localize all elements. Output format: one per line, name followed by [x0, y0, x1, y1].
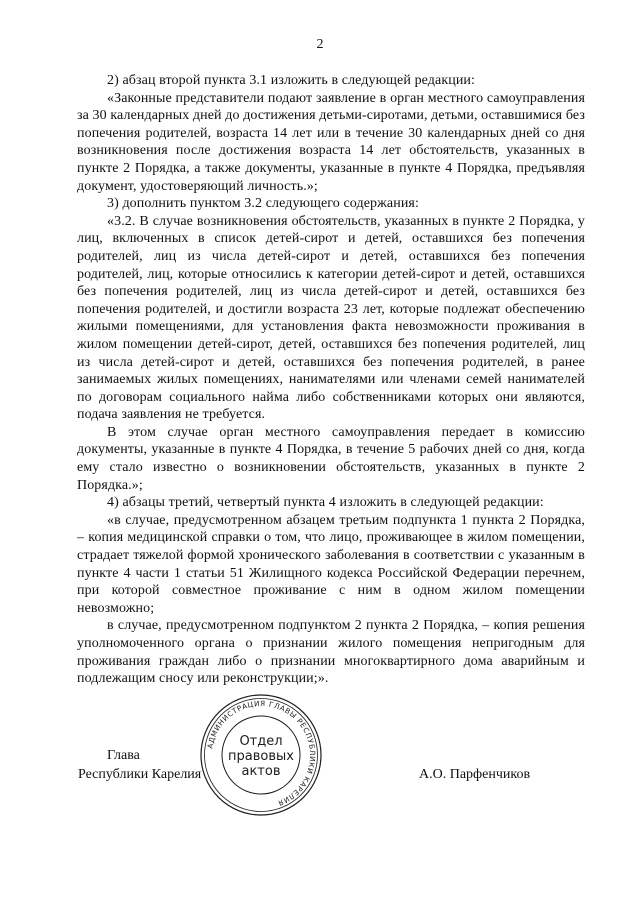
paragraph: в случае, предусмотренном подпунктом 2 пункта 2 Порядка, – копия решения уполномоченного органа о признании жилого помещения непригодным для проживания граждан либо о признании многоквартирного дома аварийным и подлежащим сносу или реконструкции;».: [77, 618, 585, 687]
paragraph: «в случае, предусмотренном абзацем третьим подпункта 1 пункта 2 Порядка, – копия медицинской справки о том, что лицо, проживающее в жилом помещении, страдает тяжелой формой хронического заболевания в соответствии с указанным в пункте 4 части 1 статьи 51 Жилищного кодекса Российской Федерации перечнем, при которой совместное проживание с ним в одном жилом помещении невозможно;: [77, 512, 585, 616]
signature-organization: Республики Карелия: [78, 767, 202, 782]
document-body: [77, 72, 585, 688]
paragraph: «Законные представители подают заявление в орган местного самоуправления за 30 календарных дней до достижения детьми-сиротами, детьми, оставшимися без попечения родителей, возраста 14 лет или в течение 30 календарных дней со дня возникновения после достижения возраста 14 лет обстоятельств, указанных в пункте 2 Порядка, а также документы, указанные в пункте 4 Порядка, предъявляя документ, удостоверяющий личность.»;: [77, 90, 585, 194]
official-stamp: [199, 693, 323, 817]
paragraph: 2) абзац второй пункта 3.1 изложить в следующей редакции:: [107, 73, 475, 88]
paragraph: В этом случае орган местного самоуправления передает в комиссию документы, указанные в пункте 4 Порядка, в течение 5 рабочих дней со дня, когда ему стало известно о возникновении обстоятельств, указанных в пункте 2 Порядка.»;: [77, 424, 585, 493]
paragraph: 3) дополнить пунктом 3.2 следующего содержания:: [107, 196, 419, 212]
page-number: 2: [316, 37, 324, 52]
stamp-line-3: актов: [241, 764, 281, 779]
paragraph: 4) абзацы третий, четвертый пункта 4 изложить в следующей редакции:: [107, 495, 544, 511]
stamp-ring-text: АДМИНИСТРАЦИЯ ГЛАВЫ РЕСПУБЛИКИ КАРЕЛИЯ: [205, 698, 318, 808]
signature-title: Глава: [107, 748, 140, 763]
stamp-line-2: правовых: [228, 749, 294, 764]
paragraph: «3.2. В случае возникновения обстоятельств, указанных в пункте 2 Порядка, у лиц, включенных в список детей-сирот и детей, оставшихся без попечения родителей, лиц из числа детей-сирот и детей, оставшихся без попечения родителей, лиц, которые относились к категории детей-сирот и детей, оставшихся без попечения родителей, лиц из числа детей-сирот и детей, оставшихся без попечения родителей, и достигли возраста 23 лет, которые подлежат обеспечению жилыми помещениями, для установления факта невозможности проживания в жилом помещении детей-сирот, детей, оставшихся без попечения родителей, лиц из числа детей-сирот и детей, оставшихся без попечения родителей, в ранее занимаемых жилых помещениях, нанимателями или членами семей нанимателей по договорам социального найма либо собственниками которых они являются, подача заявления не требуется.: [77, 213, 585, 423]
stamp-line-1: Отдел: [239, 734, 283, 749]
signature-name: А.О. Парфенчиков: [419, 767, 531, 782]
